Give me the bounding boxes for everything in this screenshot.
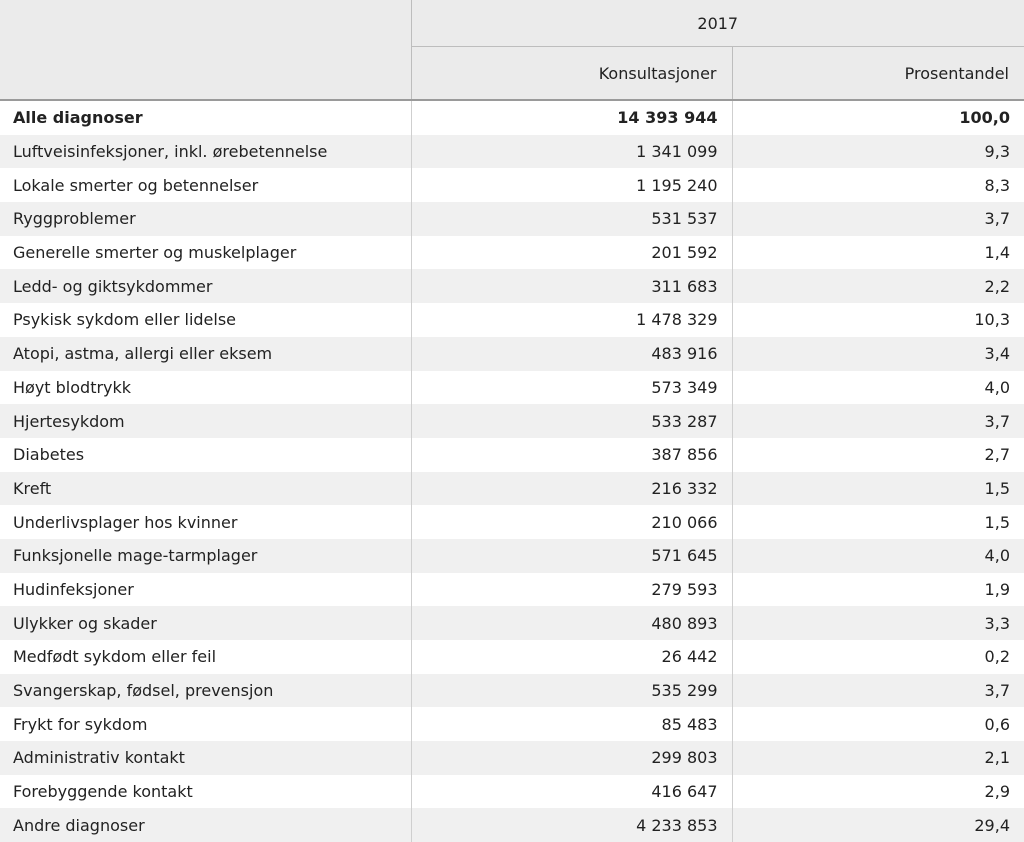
diagnosis-label: Lokale smerter og betennelser (13, 175, 259, 195)
diagnosis-label: Svangerskap, fødsel, prevensjon (13, 681, 274, 701)
table-row (0, 539, 1024, 573)
share-value: 3,7 (732, 404, 1024, 438)
consultations-value: 26 442 (411, 640, 732, 674)
diagnosis-label: Hjertesykdom (13, 411, 125, 431)
table-row-total (0, 100, 1024, 135)
consultations-value: 299 803 (411, 741, 732, 775)
share-value: 1,9 (732, 573, 1024, 607)
consultations-value: 1 195 240 (411, 168, 732, 202)
diagnosis-label: Høyt blodtrykk (13, 377, 132, 397)
share-value: 8,3 (732, 168, 1024, 202)
consultations-value: 571 645 (411, 539, 732, 573)
consultations-value: 210 066 (411, 505, 732, 539)
diagnosis-label: Forebyggende kontakt (13, 782, 193, 802)
consultations-value: 1 341 099 (411, 135, 732, 169)
consultations-value: 4 233 853 (411, 808, 732, 842)
share-value: 2,7 (732, 438, 1024, 472)
share-value: 4,0 (732, 371, 1024, 405)
share-value: 0,6 (732, 707, 1024, 741)
consultations-value: 535 299 (411, 674, 732, 708)
column-header-consultations: Konsultasjoner (411, 47, 732, 101)
consultations-value: 14 393 944 (411, 100, 732, 135)
consultations-value: 480 893 (411, 606, 732, 640)
column-header-share: Prosentandel (732, 47, 1024, 101)
consultations-value: 483 916 (411, 337, 732, 371)
diagnosis-label: Psykisk sykdom eller lidelse (13, 310, 237, 330)
header-row-year (0, 0, 1024, 47)
table-body (0, 100, 1024, 842)
diagnosis-label: Alle diagnoser (13, 108, 143, 128)
consultations-value: 573 349 (411, 371, 732, 405)
table-row (0, 269, 1024, 303)
diagnosis-label: Andre diagnoser (13, 815, 145, 835)
year-header: 2017 (411, 0, 1024, 47)
table-header (0, 0, 1024, 100)
diagnosis-label: Underlivsplager hos kvinner (13, 512, 238, 532)
share-value: 100,0 (732, 100, 1024, 135)
diagnosis-label: Ledd- og giktsykdommer (13, 276, 213, 296)
diagnosis-label: Frykt for sykdom (13, 714, 148, 734)
consultations-value: 279 593 (411, 573, 732, 607)
table-row (0, 371, 1024, 405)
diagnosis-label: Administrativ kontakt (13, 748, 185, 768)
table-row (0, 573, 1024, 607)
share-value: 3,4 (732, 337, 1024, 371)
table-row (0, 135, 1024, 169)
header-corner-cell (0, 0, 411, 100)
diagnosis-label: Hudinfeksjoner (13, 579, 134, 599)
table-row (0, 472, 1024, 506)
consultations-value: 533 287 (411, 404, 732, 438)
share-value: 3,3 (732, 606, 1024, 640)
share-value: 4,0 (732, 539, 1024, 573)
table-row (0, 337, 1024, 371)
share-value: 3,7 (732, 674, 1024, 708)
share-value: 1,5 (732, 472, 1024, 506)
consultations-value: 531 537 (411, 202, 732, 236)
diagnosis-label: Ryggproblemer (13, 209, 136, 229)
table-row (0, 775, 1024, 809)
diagnosis-label: Kreft (13, 478, 52, 498)
share-value: 9,3 (732, 135, 1024, 169)
diagnosis-label: Atopi, astma, allergi eller eksem (13, 344, 273, 364)
share-value: 29,4 (732, 808, 1024, 842)
diagnosis-label: Diabetes (13, 445, 85, 465)
diagnosis-label: Funksjonelle mage-tarmplager (13, 546, 258, 566)
diagnosis-label: Ulykker og skader (13, 613, 157, 633)
table-row (0, 741, 1024, 775)
consultations-value: 1 478 329 (411, 303, 732, 337)
table-row (0, 606, 1024, 640)
share-value: 2,1 (732, 741, 1024, 775)
table-row (0, 505, 1024, 539)
table-row (0, 438, 1024, 472)
table-row (0, 674, 1024, 708)
share-value: 3,7 (732, 202, 1024, 236)
table-row (0, 404, 1024, 438)
consultations-value: 311 683 (411, 269, 732, 303)
table-row (0, 168, 1024, 202)
share-value: 2,2 (732, 269, 1024, 303)
diagnosis-label: Luftveisinfeksjoner, inkl. ørebetennelse (13, 142, 328, 162)
share-value: 0,2 (732, 640, 1024, 674)
consultations-value: 201 592 (411, 236, 732, 270)
consultations-value: 416 647 (411, 775, 732, 809)
diagnosis-label: Medfødt sykdom eller feil (13, 647, 217, 667)
table-row (0, 202, 1024, 236)
consultations-value: 216 332 (411, 472, 732, 506)
table-row (0, 236, 1024, 270)
table-row (0, 707, 1024, 741)
table-row (0, 808, 1024, 842)
consultations-value: 85 483 (411, 707, 732, 741)
share-value: 1,5 (732, 505, 1024, 539)
diagnosis-label: Generelle smerter og muskelplager (13, 243, 297, 263)
share-value: 1,4 (732, 236, 1024, 270)
table-row (0, 303, 1024, 337)
consultations-value: 387 856 (411, 438, 732, 472)
share-value: 2,9 (732, 775, 1024, 809)
share-value: 10,3 (732, 303, 1024, 337)
table-row (0, 640, 1024, 674)
